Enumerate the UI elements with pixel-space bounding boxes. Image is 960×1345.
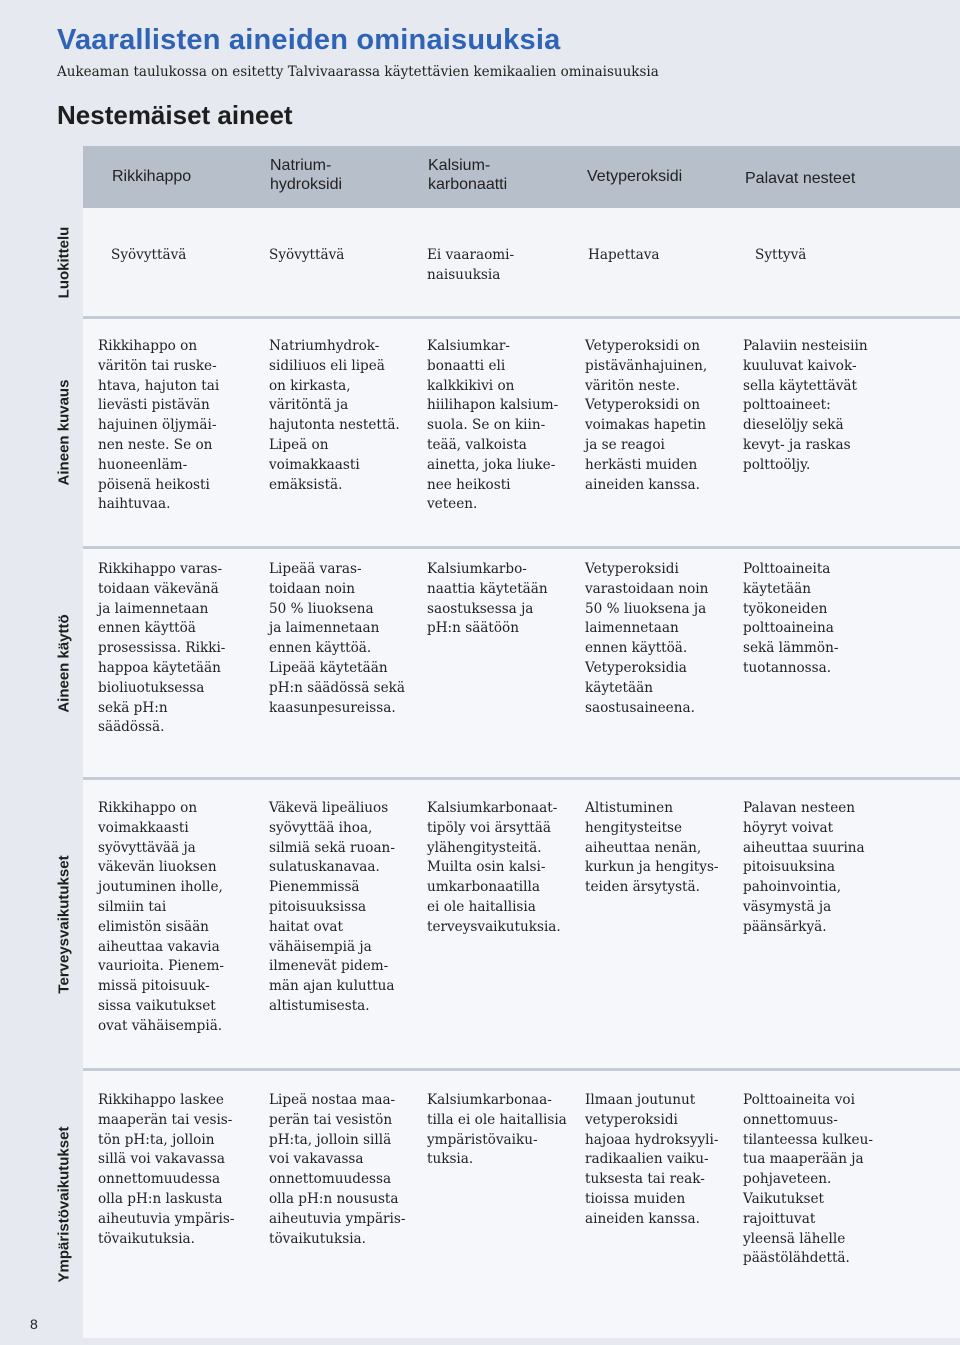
cell-terveys-palavat-nesteet: Palavan nesteen höyryt voivat aiheuttaa suurina pitoisuuksina pahoinvointia, väsymystä ja päänsärkyä. [743, 800, 865, 935]
cell-ymparisto-vetyperoksidi: Ilmaan joutunut vetyperoksidi hajoaa hydroksyyli- radikaalien vaiku- tuksesta tai reak- tioissa muiden aineiden kanssa. [585, 1092, 719, 1227]
cell-ymparisto-kalsiumkarbonaatti: Kalsiumkarbonaa- tilla ei ole haitallisia ympäristövaiku- tuksia. [427, 1092, 567, 1168]
row-band-luokittelu [83, 208, 960, 316]
cell-ymparisto-palavat-nesteet: Polttoaineita voi onnettomuus- tilanteessa kulkeu- tua maaperään ja pohjaveteen. Vaikutukset rajoittuvat yleensä lähelle päästölähdettä. [743, 1092, 873, 1267]
cell-kaytto-vetyperoksidi: Vetyperoksidi varastoidaan noin 50 % liuoksena ja laimennetaan ennen käyttöä. Vetyperoksidia käytetään saostusaineena. [585, 561, 709, 716]
page-title: Vaarallisten aineiden ominaisuuksia [57, 24, 561, 56]
column-header-rikkihappo: Rikkihappo [112, 168, 192, 185]
row-label-ymparistovaikutukset: Ympäristövaikutukset [55, 1126, 73, 1283]
row-label-luokittelu: Luokittelu [55, 226, 73, 298]
cell-luokittelu-palavat-nesteet: Syttyvä [755, 247, 807, 263]
cell-kaytto-palavat-nesteet: Polttoaineita käytetään työkoneiden polttoaineina sekä lämmön- tuotannossa. [743, 561, 839, 676]
cell-luokittelu-vetyperoksidi: Hapettava [588, 247, 660, 263]
cell-kuvaus-natriumhydroksidi: Natriumhydrok- sidiliuos eli lipeä on kirkasta, väritöntä ja hajutonta nestettä. Lipeä on voimakkaasti emäksistä. [269, 338, 400, 493]
cell-kuvaus-palavat-nesteet: Palaviin nesteisiin kuuluvat kaivok- sella käytettävät polttoaineet: dieselöljy sekä kevyt- ja raskas polttoöljy. [743, 338, 868, 473]
cell-kaytto-rikkihappo: Rikkihappo varas- toidaan väkevänä ja laimennetaan ennen käyttöä prosessissa. Rikki- happoa käytetään bioliuotuksessa sekä pH:n säädössä. [98, 561, 226, 736]
column-header-palavat-nesteet: Palavat nesteet [745, 170, 856, 187]
page-subtitle: Aukeaman taulukossa on esitetty Talvivaarassa käytettävien kemikaalien ominaisuuksia [57, 64, 659, 80]
cell-kuvaus-kalsiumkarbonaatti: Kalsiumkar- bonaatti eli kalkkikivi on hiilihapon kalsium- suola. Se on kiin- teää, valkoista ainetta, joka liuke- nee heikosti veteen. [427, 338, 559, 513]
column-header-kalsiumkarbonaatti: Kalsium- karbonaatti [428, 157, 508, 193]
cell-terveys-kalsiumkarbonaatti: Kalsiumkarbonaat- tipöly voi ärsyttää ylähengitysteitä. Muilta osin kalsi- umkarbonaatilla ei ole haitallisia terveysvaikutuksia. [427, 800, 561, 935]
cell-terveys-natriumhydroksidi: Väkevä lipeäliuos syövyttää ihoa, silmiä sekä ruoan- sulatuskanavaa. Pienemmissä pitoisuuksissa haitat ovat vähäisempiä ja ilmenevät pidem- män ajan kuluttua altistumisesta. [269, 800, 395, 1014]
cell-kuvaus-vetyperoksidi: Vetyperoksidi on pistävänhajuinen, väritön neste. Vetyperoksidi on voimakas hapetin ja se reagoi herkästi muiden aineiden kanssa. [585, 338, 708, 493]
column-header-vetyperoksidi: Vetyperoksidi [587, 168, 683, 185]
cell-terveys-rikkihappo: Rikkihappo on voimakkaasti syövyttävää ja väkevän liuoksen joutuminen iholle, silmiin tai elimistön sisään aiheuttaa vakavia vaurioita. Pienem- missä pitoisuuk- sissa vaikutukset ovat vähäisempiä. [98, 800, 224, 1034]
cell-luokittelu-kalsiumkarbonaatti: Ei vaaraomi- naisuuksia [427, 247, 515, 283]
cell-ymparisto-natriumhydroksidi: Lipeä nostaa maa- perän tai vesistön pH:ta, jolloin sillä voi vakavassa onnettomuudessa olla pH:n noususta aiheutuvia ympäris- tövaikutuksia. [269, 1092, 406, 1247]
cell-kaytto-natriumhydroksidi: Lipeää varas- toidaan noin 50 % liuoksena ja laimennetaan ennen käyttöä. Lipeää käytetään pH:n säädössä sekä kaasunpesureissa. [269, 561, 406, 716]
cell-ymparisto-rikkihappo: Rikkihappo laskee maaperän tai vesis- tön pH:ta, jolloin sillä voi vakavassa onnettomuudessa olla pH:n laskusta aiheutuvia ympäris- tövaikutuksia. [98, 1092, 235, 1247]
section-heading: Nestemäiset aineet [57, 100, 293, 130]
row-label-aineen-kaytto: Aineen käyttö [55, 613, 73, 713]
row-label-terveysvaikutukset: Terveysvaikutukset [55, 854, 73, 994]
cell-kuvaus-rikkihappo: Rikkihappo on väritön tai ruske- htava, hajuton tai lievästi pistävän hajuinen öljymäi- nen neste. Se on huoneenläm- pöisenä heikosti haihtuvaa. [98, 338, 220, 513]
page-number: 8 [30, 1316, 38, 1332]
row-label-aineen-kuvaus: Aineen kuvaus [55, 379, 73, 486]
cell-luokittelu-rikkihappo: Syövyttävä [111, 247, 187, 263]
cell-terveys-vetyperoksidi: Altistuminen hengitysteitse aiheuttaa nenän, kurkun ja hengitys- teiden ärsytystä. [585, 800, 719, 896]
cell-kaytto-kalsiumkarbonaatti: Kalsiumkarbo- naattia käytetään saostuksessa ja pH:n säätöön [427, 561, 548, 637]
column-header-natriumhydroksidi: Natrium- hydroksidi [270, 157, 343, 193]
cell-luokittelu-natriumhydroksidi: Syövyttävä [269, 247, 345, 263]
